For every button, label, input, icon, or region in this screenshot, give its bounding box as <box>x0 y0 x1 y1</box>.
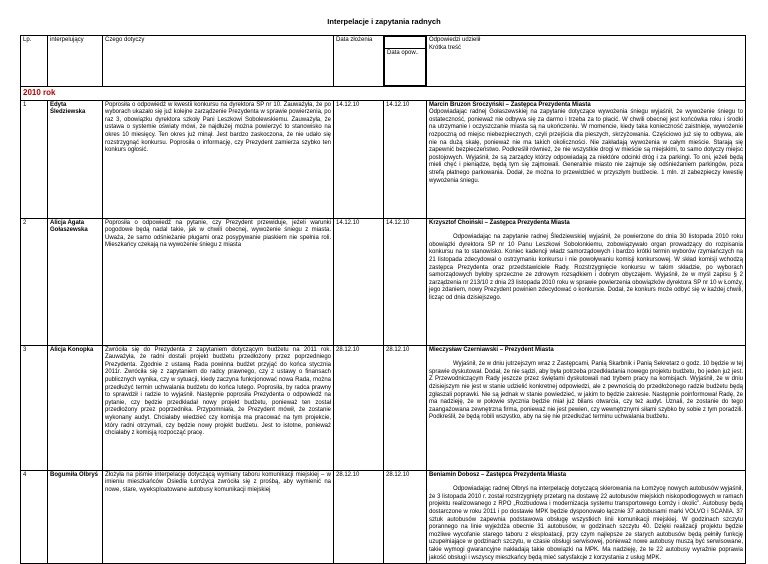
row-date-filed: 14.12.10 <box>334 218 384 345</box>
row-answer-cell <box>427 345 746 470</box>
header-krotka-tresc: Krótka treść <box>429 44 462 51</box>
row-responder: Marcin Bruzon Sroczyński – Zastępca Prezydenta Miasta <box>429 101 591 108</box>
year-label: 2010 rok <box>23 88 56 97</box>
table-row <box>21 345 746 470</box>
table-header-row <box>21 36 746 87</box>
row-date-filed: 28.12.10 <box>334 470 384 564</box>
row-responder: Mieczysław Czerniawski – Prezydent Miasta <box>429 346 554 353</box>
header-data-odpowiedzi-cell <box>384 36 427 87</box>
header-data-odpowiedzi: Data opow.. <box>385 49 426 86</box>
interpellations-table <box>20 35 746 564</box>
header-interpelujacy: interpelujący <box>48 36 103 87</box>
row-lp: 4 <box>21 470 48 564</box>
row-date-answer: 14.12.10 <box>384 218 427 345</box>
row-lp: 3 <box>21 345 48 470</box>
row-date-answer: 14.12.10 <box>384 100 427 218</box>
table-row <box>21 100 746 218</box>
header-czego-dotyczy: Czego dotyczy <box>103 36 334 87</box>
row-subject: Zwróciła się do Prezydenta z zapytaniem dotyczącym budżetu na 2011 rok. Zauważyła, że radni dostali projekt budżetu przedłożony przez poprzedniego Prezydenta. Zgodnie z ustawą Rada powinna budżet przyjąć do końca stycznia 2011r. Zwróciła się z zapytaniem do radcy prawnego, czy z ustawy o finansach publicznych wynika, czy w sytuacji, kiedy zaczyna funkcjonować nowa Rada, można przedłużyć termin uchwalania budżetu do końca lutego. Poprosiła, by radca prawny to sprawdził i radzie to wyjaśnił. Następnie poprosiła Prezydenta o odpowiedź na pytanie, czy będzie przedkładał nowy projekt budżetu, ponieważ ten został przedłożony przez poprzednika. Przypomniała, że Prezydent mówił, że zostanie wykonany audyt. Chciałaby wiedzieć czy komisja ma pracować na tym projekcie, który radni otrzymali, czy będzie nowy projekt budżetu. Jest to istotne, ponieważ chciałaby z komisją rozpocząć pracę. <box>103 345 334 470</box>
row-subject: Poprosiła o odpowiedź w kwestii konkursu na dyrektora SP nr 10. Zauważyła, że po wyborach ukazało się już kolejne zarządzenie Prezydenta w sprawie powierzenia, po raz 3, obowiązku dyrektora szkoły Pani Leszkowi Sobolewskiemu. Zauważyła, że ustawa o systemie oświaty mówi, że najdłużej można powierzyć to stanowisko na okres 10 miesięcy. Ten okres już minął. Jest bardzo zaskoczona, że nie udało się rozstrzygnąć konkursu. Poprosiła o informację, czy Prezydent zamierza szybko ten konkurs ogłosić. <box>103 100 334 218</box>
row-lp: 2 <box>21 218 48 345</box>
row-answer: Odpowiadając radnej Gołaszewskiej na zapytanie dotyczące wywożenia śniegu wyjaśnił, że wywożenie śniegu to ostateczność, ponieważ nie odbywa się za darmo i trzeba za to płacić. W chwili obecnej jest końcówka roku i środki na utrzymanie i oczyszczanie miasta są na ukończeniu. W momencie, kiedy taka konieczność zaistnieje, wywożenie rozpoczną od miejsc niebezpiecznych, czyli przejścia dla pieszych, skrzyżowania. Częściowo już się to odbywa, ale nie na dużą skalę, ponieważ nie ma takich okoliczności. Nie zakładają wywożenia w całym mieście. Starają się zapewnić bezpieczeństwo. Podkreślił również, że nie wszystkie drogi w mieście są miejskimi, to samo dotyczy miejsc postojowych. Wyjaśnił, że są zarządcy którzy odpowiadają za niektóre odcinki dróg i za parkingi. To oni, jeżeli będą mieli chęć i pieniądze, będą tym się zajmowali. Generalnie miasto nie zajmuje się odśnieżaniem parkingów, poza strefą płatnego parkowania. Dodał, że można to przewidzieć w przyszłym budżecie. 1 mln. zł zabezpieczy kwestię wywożenia śniegu. <box>429 109 743 184</box>
year-row <box>21 87 746 101</box>
row-date-filed: 14.12.10 <box>334 100 384 218</box>
row-subject: Złożyła na piśmie interpelację dotyczącą wymiany taboru komunikacji miejskiej – w imieniu mieszkańców Osiedla Łomżyca zwróciła się z prośbą, aby wymienić na nowe, stare, wyeksploatowane autobusy komunikacji miejskiej <box>103 470 334 564</box>
row-lp: 1 <box>21 100 48 218</box>
row-date-filed: 28.12.10 <box>334 345 384 470</box>
table-row <box>21 218 746 345</box>
row-answer-cell <box>427 470 746 564</box>
document-title: Interpelacje i zapytania radnych <box>327 17 441 26</box>
header-odpowiedzi-cell <box>427 36 746 87</box>
row-answer-cell <box>427 100 746 218</box>
row-answer: Wyjaśnił, że w dniu jutrzejszym wraz z Zastępcami, Panią Skarbnik i Panią Sekretarz o godz. 10 będzie w tej sprawie dyskutował. Dodał, że nie sądzi, aby była potrzeba przedkładania nowego projektu budżetu, bo jeden już jest. Z Przewodniczącym Rady jeszcze przez świętami dyskutowali nad trybem pracy na komisjach. Wyjaśnił, że w dniu dzisiejszym nie jest w stanie udzielić konkretnej odpowiedzi, ale z pewnością do przedłożonego radzie budżetu będą zgłaszali poprawki. Nie są jednak w stanie powiedzieć, w jakim to będzie zakresie. Następnie poinformował Radę, że ma nadzieję, że w połowie stycznia będzie miał już bilans otwarcia, czy też audyt. Uznali, że zostanie do tego zaangażowana zewnętrzna firma, ponieważ nie jest pewien, czy wewnętrznymi siłami szybko by sobie z tym poradzili. Podkreślił, że będą robili wszystko, aby na się nie przedłużać terminu uchwalania budżetu. <box>429 361 743 421</box>
header-odpowiedzi: Odpowiedzi udzielił <box>429 37 481 43</box>
row-date-answer: 28.12.10 <box>384 470 427 564</box>
row-responder: Krzysztof Choiński – Zastępca Prezydenta Miasta <box>429 219 570 226</box>
row-interpelujacy: Alicja Konopka <box>48 345 103 470</box>
row-subject: Poprosiła o odpowiedź na pytanie, czy Prezydent przewiduje, jeżeli warunki pogodowe będą nadal takie, jak w chwili obecnej, wywożenie śniegu z miasta. Uważa, że samo odśnieżanie pługami oraz posypywanie piaskiem nie spełnia roli. Mieszkańcy czekają na wywożenie śniegu z miasta <box>103 218 334 345</box>
row-responder: Beniamin Dobosz – Zastępca Prezydenta Miasta <box>429 471 567 478</box>
row-answer: Odpowiadając na zapytanie radnej Śledziewskiej wyjaśnił, że powierzone do dnia 30 listopada 2010 roku obowiązki dyrektora SP nr 10 Panu Leszkowi Sobolonkiemu, zobowiązywało organ prowadzący do rozpisania konkursu na to stanowisko. Koniec kadencji władz samorządowych i bardzo krótki termin wyborów rzymiańczych na 21 listopada zdecydował o ostrzymaniu konkursu i nie powoływaniu komisji konkursowej. W skład komisji wchodzą zastępca Prezydenta oraz przedstawiciele Rady. Rozstrzygnięcie konkursu w takim składzie, po wyborach samorządowych byłoby sprzeczne ze zdrowym rozsądkiem i dobrym obyczajem. Wyjaśnił, że w myśl zapisu § 2 zarządzenia nr 213/10 z dnia 23 listopada 2010 roku w sprawie powierzenia obowiązków dyrektora SP nr 10 w Łomży, jego zdaniem, nowy Prezydent powinien zdecydować o konkursie. Dodał, że konkurs może odbyć się w każdej chwili, licząc od dnia dzisiejszego. <box>429 234 743 301</box>
row-interpelujacy: Alicja Agata Gołaszewska <box>48 218 103 345</box>
row-interpelujacy: Bogumiła Olbryś <box>48 470 103 564</box>
header-lp: Lp. <box>21 36 48 87</box>
row-answer-cell <box>427 218 746 345</box>
row-interpelujacy: Edyta Śledziewska <box>48 100 103 218</box>
header-data-odpowiedzi-top <box>385 37 426 49</box>
table-row <box>21 470 746 564</box>
header-data-zlozenia: Data złożenia <box>334 36 384 87</box>
row-answer: Odpowiadając radnej Olbryś na interpelację dotyczącą skierowania na Łomżycę nowych autobusów wyjaśnił, że 3 listopada 2010 r. został rozstrzygnięty przetarg na dostawę 22 autobusów miejskich niskopodłogowych w ramach projektu realizowanego z RPO „Rozbudowa i modernizacja systemu transportowego Łomży i okolic”. Autobusy będą dostarczone w roku 2011 i po dostawie MPK będzie dysponowało łącznie 37 autobusami marki VOLVO i SCANIA. 37 sztuk autobusów zapewnia podstawowa obsługę wszystkich linii komunikacji miejskiej. W godzinach szczytu porannego na linie wyjeżdża obecnie 31 autobusów, w godzinach szczytu 40. Dzięki realizacji projektu będzie możliwe wycofanie starego taboru z eksploatacji, przy czym najlepsze ze starych autobusów będą pełniły funkcję uzupełniające w godzinach szczytu, w czasie obsługi serwisowej, ponieważ nowe autobusy muszą być serwisowane, takie wymogi gwarancyjne nakładają takie obowiązki na MPK. Ma nadzieję, że te 22 autobusy wyraźnie poprawia jakość obsługi i wszyscy mieszkańcy będą mieć satysfakcje z korzystania z usług MPK. <box>429 486 743 561</box>
row-date-answer: 28.12.10 <box>384 345 427 470</box>
